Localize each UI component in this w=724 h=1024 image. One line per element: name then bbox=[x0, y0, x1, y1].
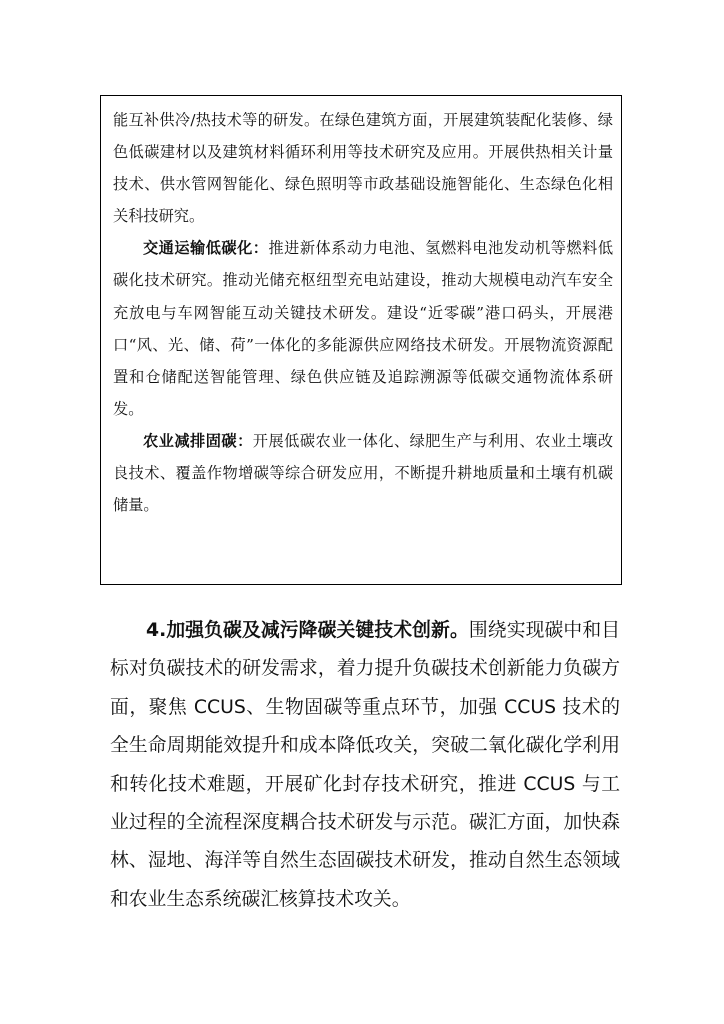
box-paragraph-transport bbox=[113, 232, 613, 425]
box-paragraph-agriculture bbox=[113, 425, 613, 521]
boxed-text-panel bbox=[100, 95, 622, 585]
agriculture-body: 开展低碳农业一体化、绿肥生产与利用、农业土壤改良技术、覆盖作物增碳等综合研发应用，不断提升耕地质量和土壤有机碳储量。 bbox=[113, 431, 614, 515]
main-body-text bbox=[110, 612, 620, 919]
section-heading: 4.加强负碳及减污降碳关键技术创新。 bbox=[146, 620, 469, 641]
boxed-text-content bbox=[113, 104, 613, 521]
section-body: 围绕实现碳中和目标对负碳技术的研发需求，着力提升负碳技术创新能力负碳方面，聚焦 CCUS、生物固碳等重点环节，加强 CCUS 技术的全生命周期能效提升和成本降低攻关，突破二氧化碳化学利用和转化技术难题，开展矿化封存技术研究，推进 CCUS 与工业过程的全流程深度耦合技术研发与示范。碳汇方面，加快森林、湿地、海洋等自然生态固碳技术研发，推动自然生态领域和农业生态系统碳汇核算技术攻关。 bbox=[110, 620, 621, 910]
box-paragraph-buildings: 能互补供冷/热技术等的研发。在绿色建筑方面，开展建筑装配化装修、绿色低碳建材以及建筑材料循环利用等技术研究及应用。开展供热相关计量技术、供水管网智能化、绿色照明等市政基础设施智能化、生态绿色化相关科技研究。 bbox=[113, 111, 613, 226]
agriculture-heading: 农业减排固碳： bbox=[143, 431, 253, 450]
transport-body: 推进新体系动力电池、氢燃料电池发动机等燃料低碳化技术研究。推动光储充枢纽型充电站建设，推动大规模电动汽车安全充放电与车网智能互动关键技术研发。建设“近零碳”港口码头，开展港口“风、光、储、荷”一体化的多能源供应网络技术研发。开展物流资源配置和仓储配送智能管理、绿色供应链及追踪溯源等低碳交通物流体系研发。 bbox=[113, 239, 614, 418]
transport-heading: 交通运输低碳化： bbox=[143, 239, 269, 258]
main-paragraph bbox=[110, 612, 620, 919]
